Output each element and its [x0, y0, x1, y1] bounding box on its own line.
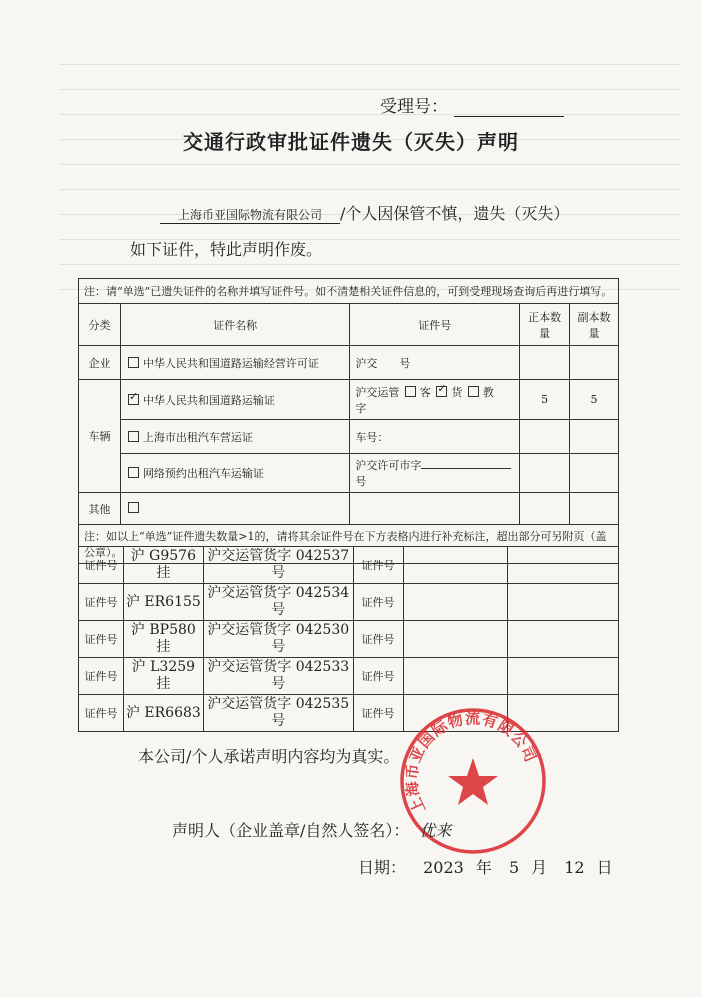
date-label: 日期：: [358, 858, 407, 877]
category-vehicle: 车辆: [79, 380, 121, 493]
row-enterprise-name: [120, 346, 349, 380]
seal-text: 上海币亚国际物流有限公司: [402, 709, 541, 817]
header-original-count: 正本数量: [520, 304, 570, 346]
signer-line: [172, 818, 451, 841]
option-passenger: 客: [419, 385, 431, 399]
option-training: 教 字: [355, 385, 505, 415]
supplement-label: 证件号: [79, 621, 124, 658]
ridehail-number-suffix: 号: [355, 475, 367, 488]
supplement-number: 沪交运管货字 042533 号: [203, 658, 353, 695]
row-taxi-name: [120, 420, 349, 454]
row-transport-name: [120, 380, 349, 420]
table-note-bottom: 注：如以上“单选”证件遗失数量>1的，请将其余证件号在下方表格内进行补充标注，超出部分可另附页（盖公章）。: [79, 525, 619, 564]
supplement-number: 沪交运管货字 042530 号: [203, 621, 353, 658]
ridehail-number-blank: [421, 458, 511, 469]
date-month: 5: [508, 858, 520, 877]
supplement-row: [79, 621, 619, 658]
supplement-label: 证件号: [353, 658, 403, 695]
supplement-label: 证件号: [353, 695, 403, 732]
supplement-row: [79, 584, 619, 621]
checkbox-passenger[interactable]: [405, 386, 416, 397]
enterprise-cert-name: 中华人民共和国道路运输经营许可证: [142, 356, 319, 370]
supplement-plate: 沪 BP580 挂: [123, 621, 203, 658]
checkbox-enterprise[interactable]: [128, 357, 139, 368]
table-note-top: 注：请“单选”已遗失证件的名称并填写证件号。如不清楚相关证件信息的，可到受理现场查询后再进行填写。: [79, 279, 619, 304]
supplement-row: [79, 547, 619, 584]
taxi-cert-number: 车号：: [350, 420, 520, 454]
checkbox-transport[interactable]: [128, 394, 139, 405]
lost-certificate-table: [78, 278, 619, 564]
date-line: [352, 855, 619, 878]
signer-signature: 优来: [419, 821, 452, 840]
supplement-plate: 沪 G9576 挂: [123, 547, 203, 584]
company-name: 上海币亚国际物流有限公司: [160, 206, 340, 224]
document-title: 交通行政审批证件遗失（灭失）声明: [183, 130, 519, 154]
promise-statement: 本公司/个人承诺声明内容均为真实。: [138, 747, 400, 766]
taxi-cert-name: 上海市出租汽车营运证: [142, 430, 253, 444]
ridehail-cert-number: [350, 454, 520, 493]
checkbox-freight[interactable]: [436, 386, 447, 397]
category-other: 其他: [79, 493, 121, 525]
seal-star-icon: [448, 758, 498, 805]
checkbox-other[interactable]: [128, 502, 139, 513]
declaration-line-1: [160, 201, 569, 224]
supplement-plate: 沪 ER6683: [123, 695, 203, 732]
transport-cert-number: [350, 380, 520, 420]
header-name: 证件名称: [120, 304, 349, 346]
transport-copy-count: 5: [570, 380, 619, 420]
supplement-row: [79, 658, 619, 695]
supplement-label: 证件号: [79, 547, 124, 584]
option-freight: 货: [451, 385, 463, 399]
acceptance-number-field: [454, 98, 564, 117]
row-ridehail-name: [120, 454, 349, 493]
date-day-unit: 日: [596, 858, 613, 877]
header-copy-count: 副本数量: [570, 304, 619, 346]
supplement-number: 沪交运管货字 042534 号: [203, 584, 353, 621]
acceptance-label: 受理号：: [380, 97, 448, 117]
row-other-name: [120, 493, 349, 525]
transport-original-count: 5: [520, 380, 570, 420]
supplement-label: 证件号: [79, 695, 124, 732]
checkbox-training[interactable]: [468, 386, 479, 397]
supplement-label: 证件号: [79, 658, 124, 695]
ridehail-number-prefix: 沪交许可市字: [355, 459, 422, 472]
supplement-plate: 沪 L3259 挂: [123, 658, 203, 695]
ridehail-cert-name: 网络预约出租汽车运输证: [142, 467, 264, 480]
checkbox-taxi[interactable]: [128, 431, 139, 442]
category-enterprise: 企业: [79, 346, 121, 380]
declaration-line-1-rest: /个人因保管不慎，遗失（灭失）: [340, 204, 570, 223]
date-day: 12: [564, 858, 585, 877]
supplement-table: [78, 546, 619, 732]
supplement-label: 证件号: [353, 621, 403, 658]
header-category: 分类: [79, 304, 121, 346]
supplement-label: 证件号: [353, 547, 403, 584]
transport-number-prefix: 沪交运管: [355, 385, 400, 399]
checkbox-ridehail[interactable]: [128, 467, 139, 478]
supplement-label: 证件号: [79, 584, 124, 621]
supplement-number: 沪交运管货字 042537 号: [203, 547, 353, 584]
supplement-plate: 沪 ER6155: [123, 584, 203, 621]
date-month-unit: 月: [531, 858, 548, 877]
supplement-label: 证件号: [353, 584, 403, 621]
signer-label: 声明人（企业盖章/自然人签名）：: [172, 821, 410, 840]
date-year-unit: 年: [475, 858, 492, 877]
transport-cert-name: 中华人民共和国道路运输证: [142, 393, 275, 407]
supplement-number: 沪交运管货字 042535 号: [203, 695, 353, 732]
date-year: 2023: [423, 858, 464, 877]
header-number: 证件号: [350, 304, 520, 346]
acceptance-number: [380, 92, 564, 117]
enterprise-cert-number: 沪交 号: [350, 346, 520, 380]
declaration-line-2: 如下证件，特此声明作废。: [130, 240, 323, 259]
